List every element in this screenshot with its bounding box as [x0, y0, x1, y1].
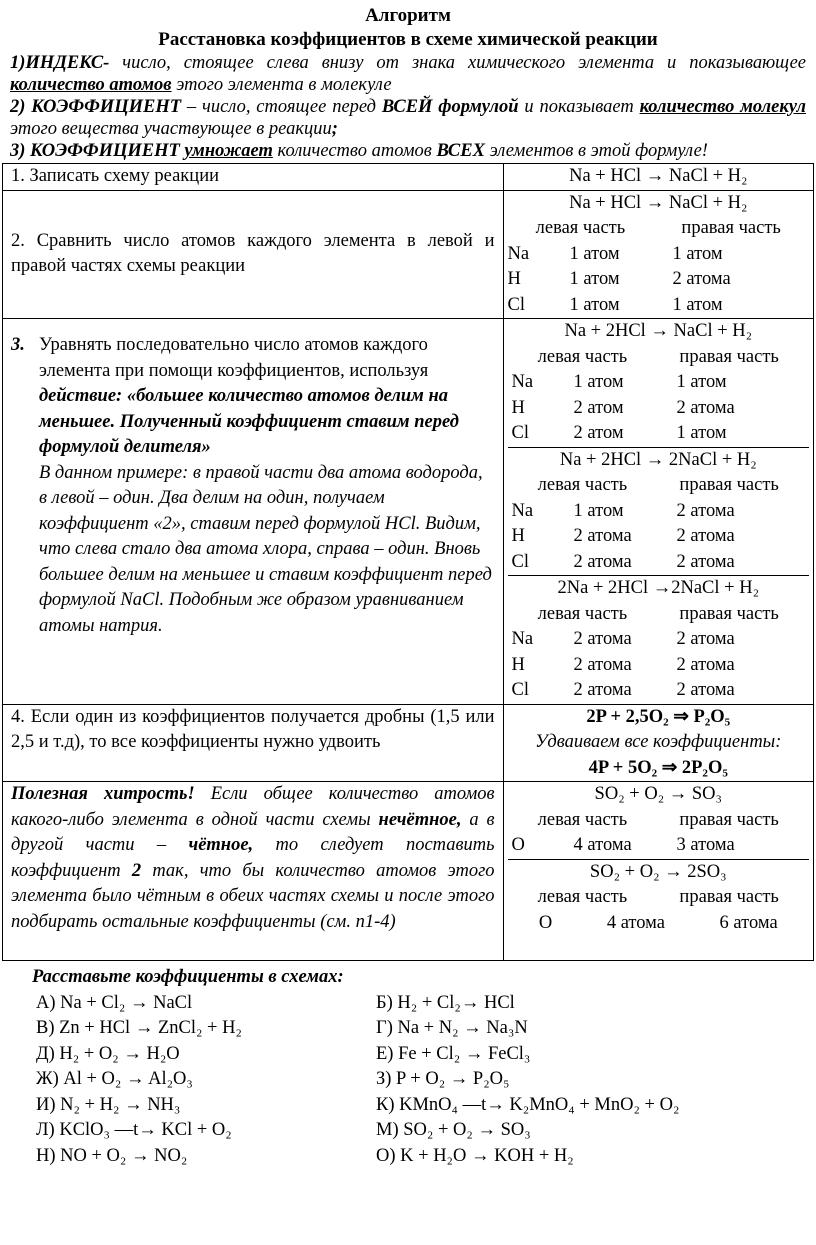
- definition-multiplier: 3) КОЭФФИЦИЕНТ умножает количество атомов ВСЕХ элементов в этой формуле!: [10, 141, 708, 161]
- step-1-equation: Na + HCl → NaCl + H₂: [503, 164, 813, 191]
- exercise-item: З) P + O₂ → P₂O₅: [376, 1069, 510, 1089]
- doc-title: Алгоритм Расстановка коэффициентов в схеме химической реакции: [158, 5, 658, 50]
- step-2-analysis: Na + HCl → NaCl + H₂ левая часть правая часть Na 1 атом 1 атом H 1 атом 2 атома Cl 1 атом 1 атом: [503, 190, 813, 319]
- definition-coefficient: 2) КОЭФФИЦИЕНТ – число, стоящее перед ВСЕЙ формулой и показывает количество молекул этого вещества участвующее в реакции;: [10, 97, 806, 139]
- exercise-item: В) Zn + HCl → ZnCl₂ + H₂: [36, 1018, 242, 1038]
- step-3-analysis: Na + 2HCl → NaCl + H₂ левая часть правая часть Na 1 атом 1 атом H 2 атом 2 атома Cl 2 атом 1 атом Na + 2HCl → 2NaCl + H₂ левая часть правая часть Na 1 атом 2 атома H 2 атома 2 атома Cl 2 атома 2 атома 2Na + 2HCl →2NaCl + H₂ левая часть правая часть Na 2 атома 2 атома H 2 атома 2 атома Cl 2 атома 2 атома: [503, 319, 813, 705]
- exercise-item: Б) H₂ + Cl₂→ HCl: [376, 992, 515, 1013]
- definition-index: 1)ИНДЕКС- число, стоящее слева внизу от знака химического элемента и показывающее количество атомов этого элемента в молекуле: [10, 53, 806, 95]
- exercise-item: К) KMnO₄ —t→ K₂MnO₄ + MnO₂ + O₂: [376, 1094, 680, 1115]
- exercises-section: [2, 961, 814, 1169]
- exercise-item: Н) NO + O₂ → NO₂: [36, 1145, 188, 1166]
- exercise-item: И) N₂ + H₂ → NH₃: [36, 1094, 181, 1115]
- step-2-row: [3, 190, 814, 319]
- step-4-equations: 2P + 2,5O₂ ⇒ P₂O₅ Удваиваем все коэффициенты: 4P + 5O₂ ⇒ 2P₂O₅: [503, 704, 813, 782]
- step-4-text: 4. Если один из коэффициентов получается дробны (1,5 или 2,5 и т.д), то все коэффициенты нужно удвоить: [3, 704, 504, 782]
- step-4-row: [3, 704, 814, 782]
- step-3-text: 3. Уравнять последовательно число атомов каждого элемента при помощи коэффициентов, используя действие: «большее количество атомов делим на меньшее. Полученный коэффициент ставим перед формулой делителя» В данном примере: в правой части два атома водорода, в левой – один. Два делим на один, получаем коэффициент «2», ставим перед формулой HCl. Видим, что слева стало два атома хлора, справа – один. Вновь большее делим на меньшее и ставим коэффициент перед формулой NaCl. Подобным же образом уравниванием атомы натрия.: [3, 319, 504, 705]
- step-5-text: Полезная хитрость! Если общее количество атомов какого-либо элемента в одной части схемы нечётное, а в другой части – чётное, то следует поставить коэффициент 2 так, что бы количество атомов этого элемента было чётным в обеих частях схемы и после этого подбирать остальные коэффициенты (см. п1-4): [3, 782, 504, 961]
- exercise-item: Г) Na + N₂ → Na₃N: [376, 1018, 528, 1038]
- step-1-row: [3, 164, 814, 191]
- exercises-list: [32, 991, 814, 1170]
- step-1-text: 1. Записать схему реакции: [3, 164, 504, 191]
- exercise-item: М) SO₂ + O₂ → SO₃: [376, 1120, 531, 1140]
- exercise-item: Д) H₂ + O₂ → H₂O: [36, 1043, 180, 1064]
- step-5-analysis: SO₂ + O₂ → SO₃ левая часть правая часть O 4 атома 3 атома SO₂ + O₂ → 2SO₃ левая часть правая часть O 4 атома 6 атома: [503, 782, 813, 961]
- step-5-row: [3, 782, 814, 961]
- step-3-row: [3, 319, 814, 705]
- exercise-item: Е) Fe + Cl₂ → FeCl₃: [376, 1043, 531, 1064]
- exercise-item: О) K + H₂O → KOH + H₂: [376, 1145, 574, 1166]
- exercise-item: А) Na + Cl₂ → NaCl: [36, 992, 193, 1013]
- algorithm-table: [2, 163, 814, 961]
- step-2-text: 2. Сравнить число атомов каждого элемента в левой и правой частях схемы реакции: [3, 190, 504, 319]
- exercises-header: Расставьте коэффициенты в схемах:: [32, 967, 344, 987]
- exercise-item: Л) KClO₃ —t→ KCl + O₂: [36, 1120, 232, 1140]
- exercise-item: Ж) Al + O₂ → Al₂O₃: [36, 1069, 193, 1089]
